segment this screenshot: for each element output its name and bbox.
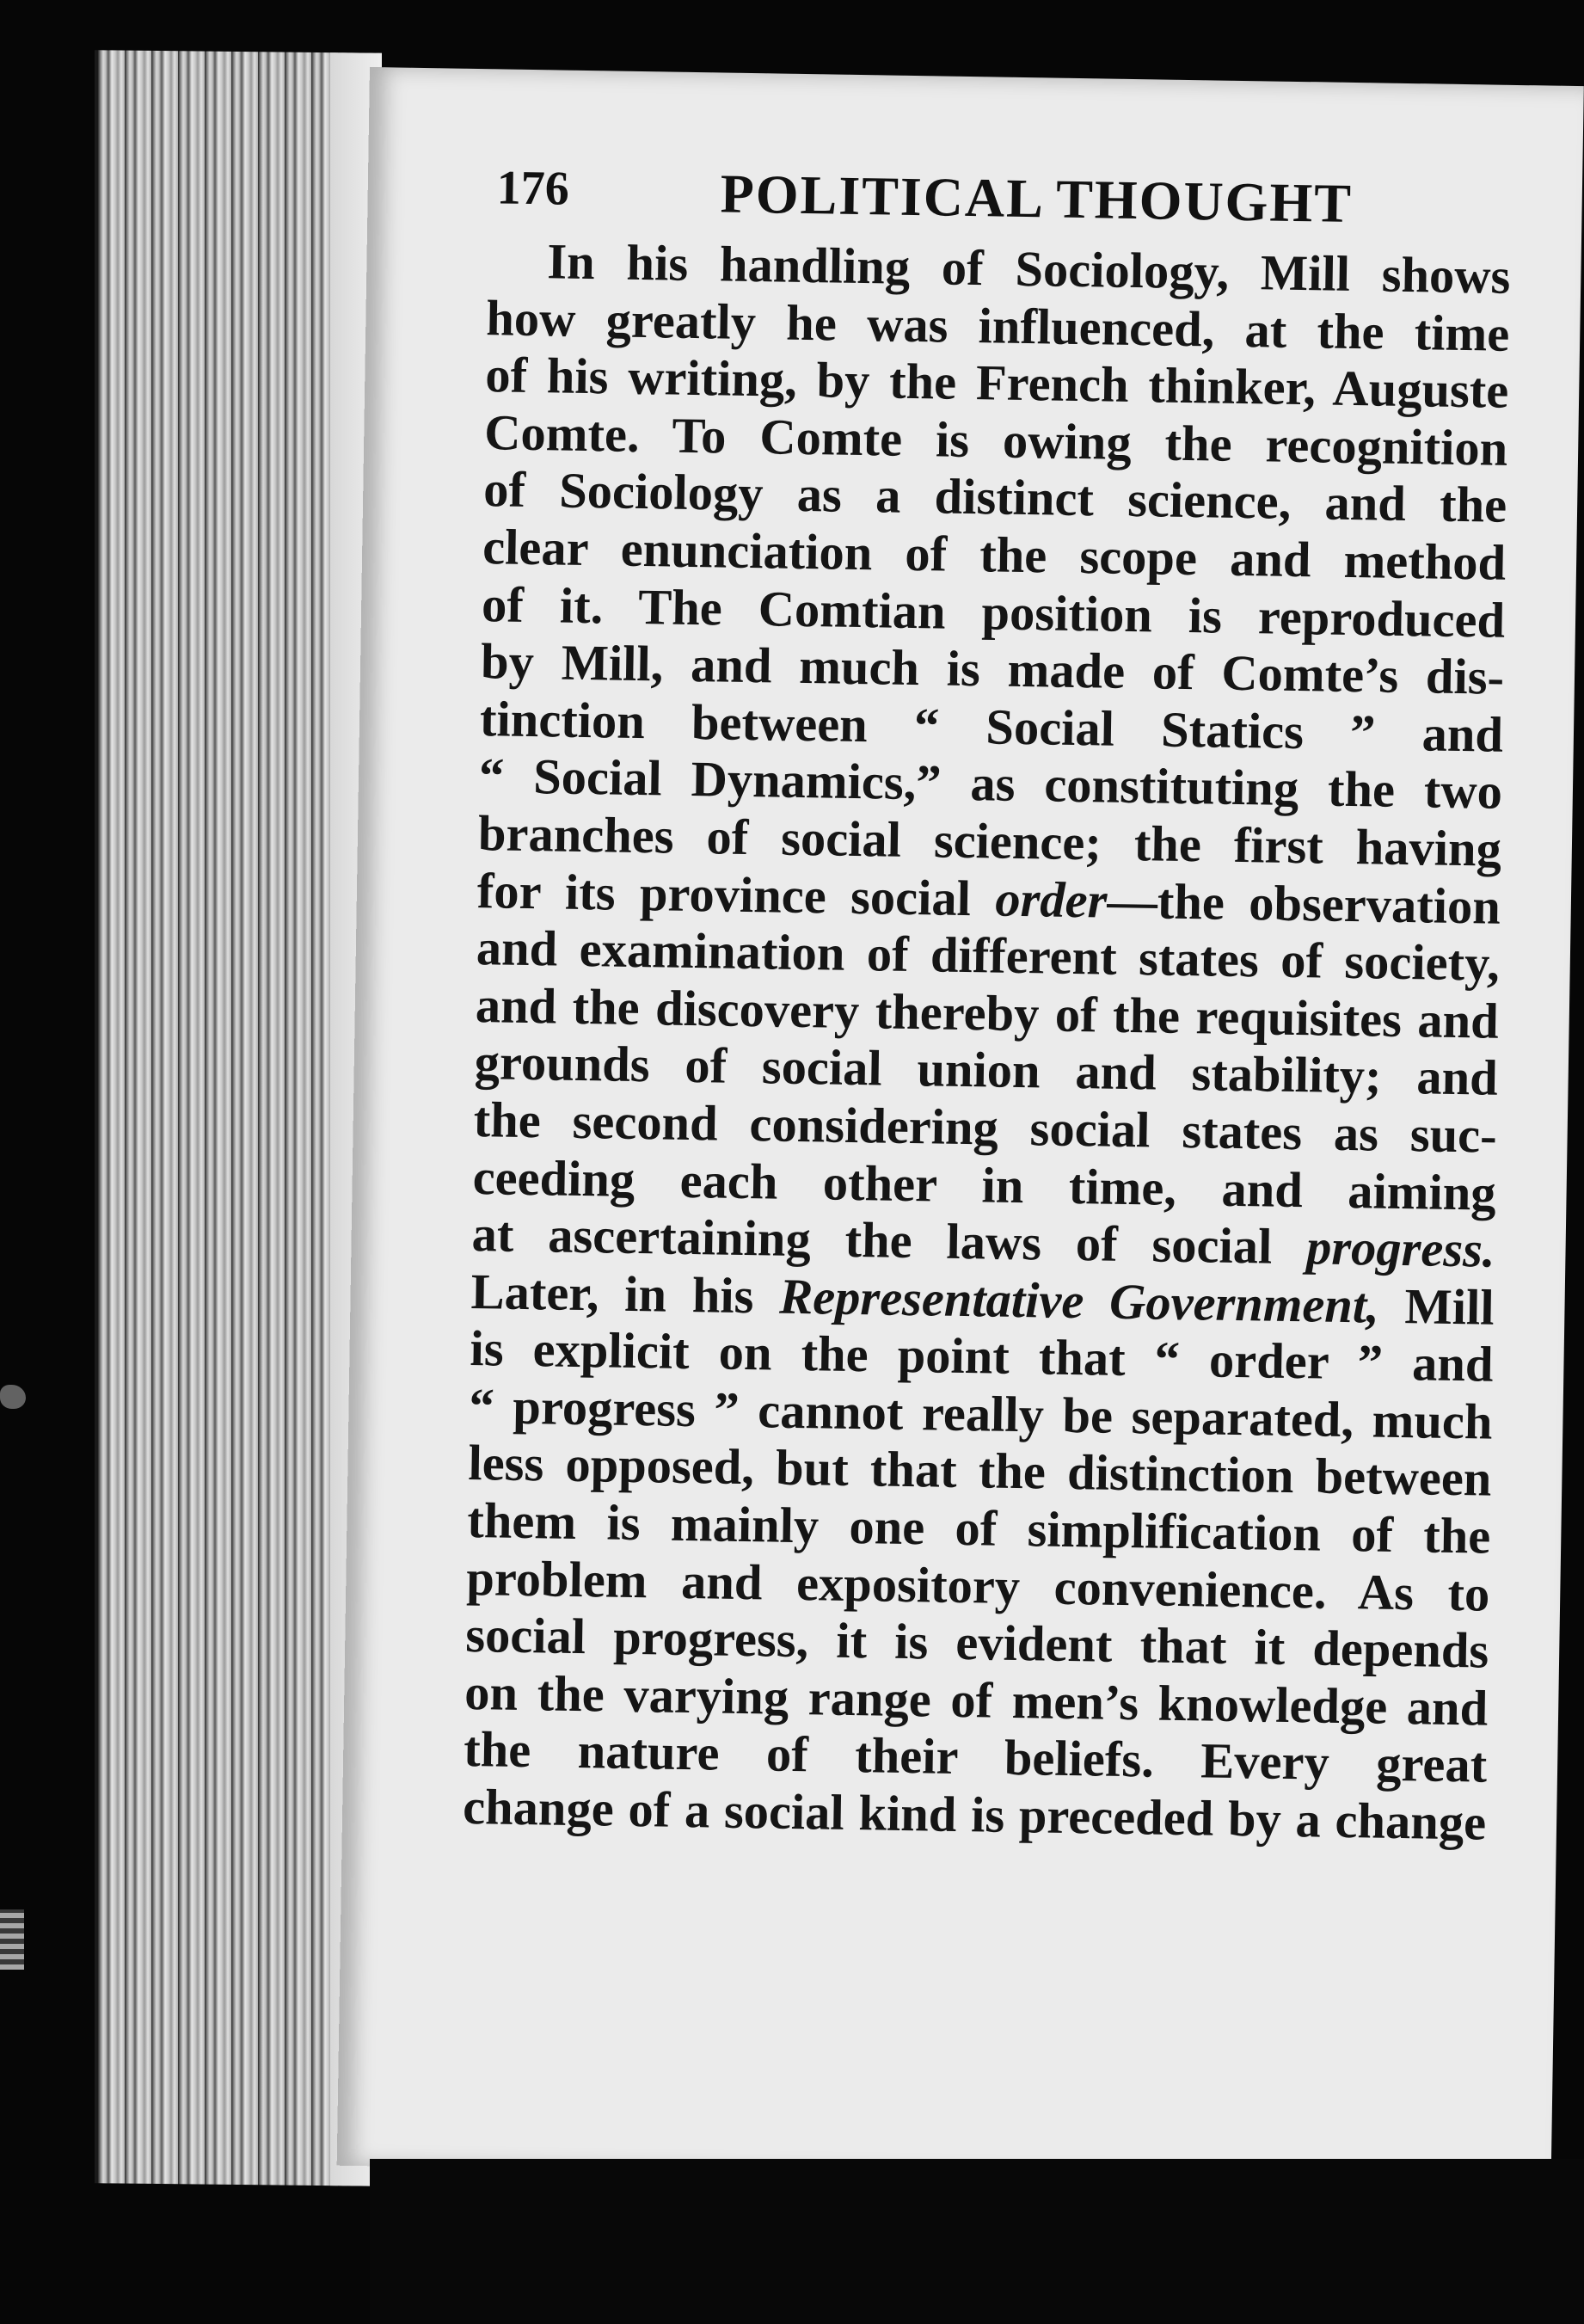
text-line: tinction between “ Social Statics ” and [479, 690, 1504, 763]
running-title: POLITICAL THOUGHT [720, 163, 1354, 234]
text-line: change of a social kind is preceded by a change [462, 1778, 1487, 1851]
book-page-edges [95, 50, 382, 2186]
text-line: Comte. To Comte is owing the recognition [483, 403, 1508, 476]
text-line: branches of social science; the first having [477, 805, 1502, 877]
text-line: of his writing, by the French thinker, Auguste [484, 347, 1509, 420]
text-segment: at ascertaining the laws of social [471, 1206, 1307, 1276]
text-line: In his handling of Sociology, Mill shows [546, 233, 1511, 304]
text-line: social progress, it is evident that it depends [464, 1607, 1489, 1679]
text-line: on the varying range of men’s knowledge and [464, 1663, 1489, 1737]
text-line: the nature of their beliefs. Every great [463, 1721, 1488, 1794]
page-number: 176 [496, 161, 570, 216]
text-line: “ progress ” cannot really be separated, much [469, 1377, 1493, 1450]
scan-artifact [0, 1909, 24, 1970]
text-line: problem and expository convenience. As to [465, 1549, 1490, 1622]
text-line: and examination of different states of society, [476, 919, 1501, 992]
text-line: them is mainly one of simplification of the [466, 1492, 1491, 1565]
text-line: ceeding each other in time, and aiming [472, 1148, 1497, 1221]
page-header [496, 160, 1503, 244]
text-line: of it. The Comtian position is reproduced [481, 575, 1506, 649]
text-segment: Mill [1378, 1277, 1495, 1336]
text-segment: —the observation [1106, 872, 1501, 935]
text-segment: for its province social [476, 862, 996, 927]
body-text [463, 232, 1511, 1852]
book-page [337, 67, 1584, 2185]
text-line: the second considering social states as suc- [473, 1091, 1498, 1164]
text-segment: Later, in his [470, 1263, 780, 1325]
italic-term: order [994, 870, 1108, 929]
text-line: “ Social Dynamics,” as constituting the two [478, 747, 1503, 821]
text-line: how greatly he was influenced, at the time [485, 289, 1510, 362]
scan-artifact [0, 1385, 26, 1409]
text-line: by Mill, and much is made of Comte’s dis- [480, 633, 1505, 705]
italic-title: Representative Government, [778, 1268, 1380, 1334]
text-line: of Sociology as a distinct science, and the [482, 461, 1507, 534]
scan-bottom-shadow [370, 2159, 1584, 2324]
text-line: and the discovery thereby of the requisites and [475, 976, 1500, 1049]
text-line: is explicit on the point that “ order ” and [470, 1320, 1494, 1393]
italic-term: progress. [1305, 1219, 1496, 1278]
text-line: clear enunciation of the scope and method [482, 519, 1507, 591]
text-line: grounds of social union and stability; and [474, 1034, 1499, 1107]
text-line: less opposed, but that the distinction between [468, 1435, 1492, 1508]
